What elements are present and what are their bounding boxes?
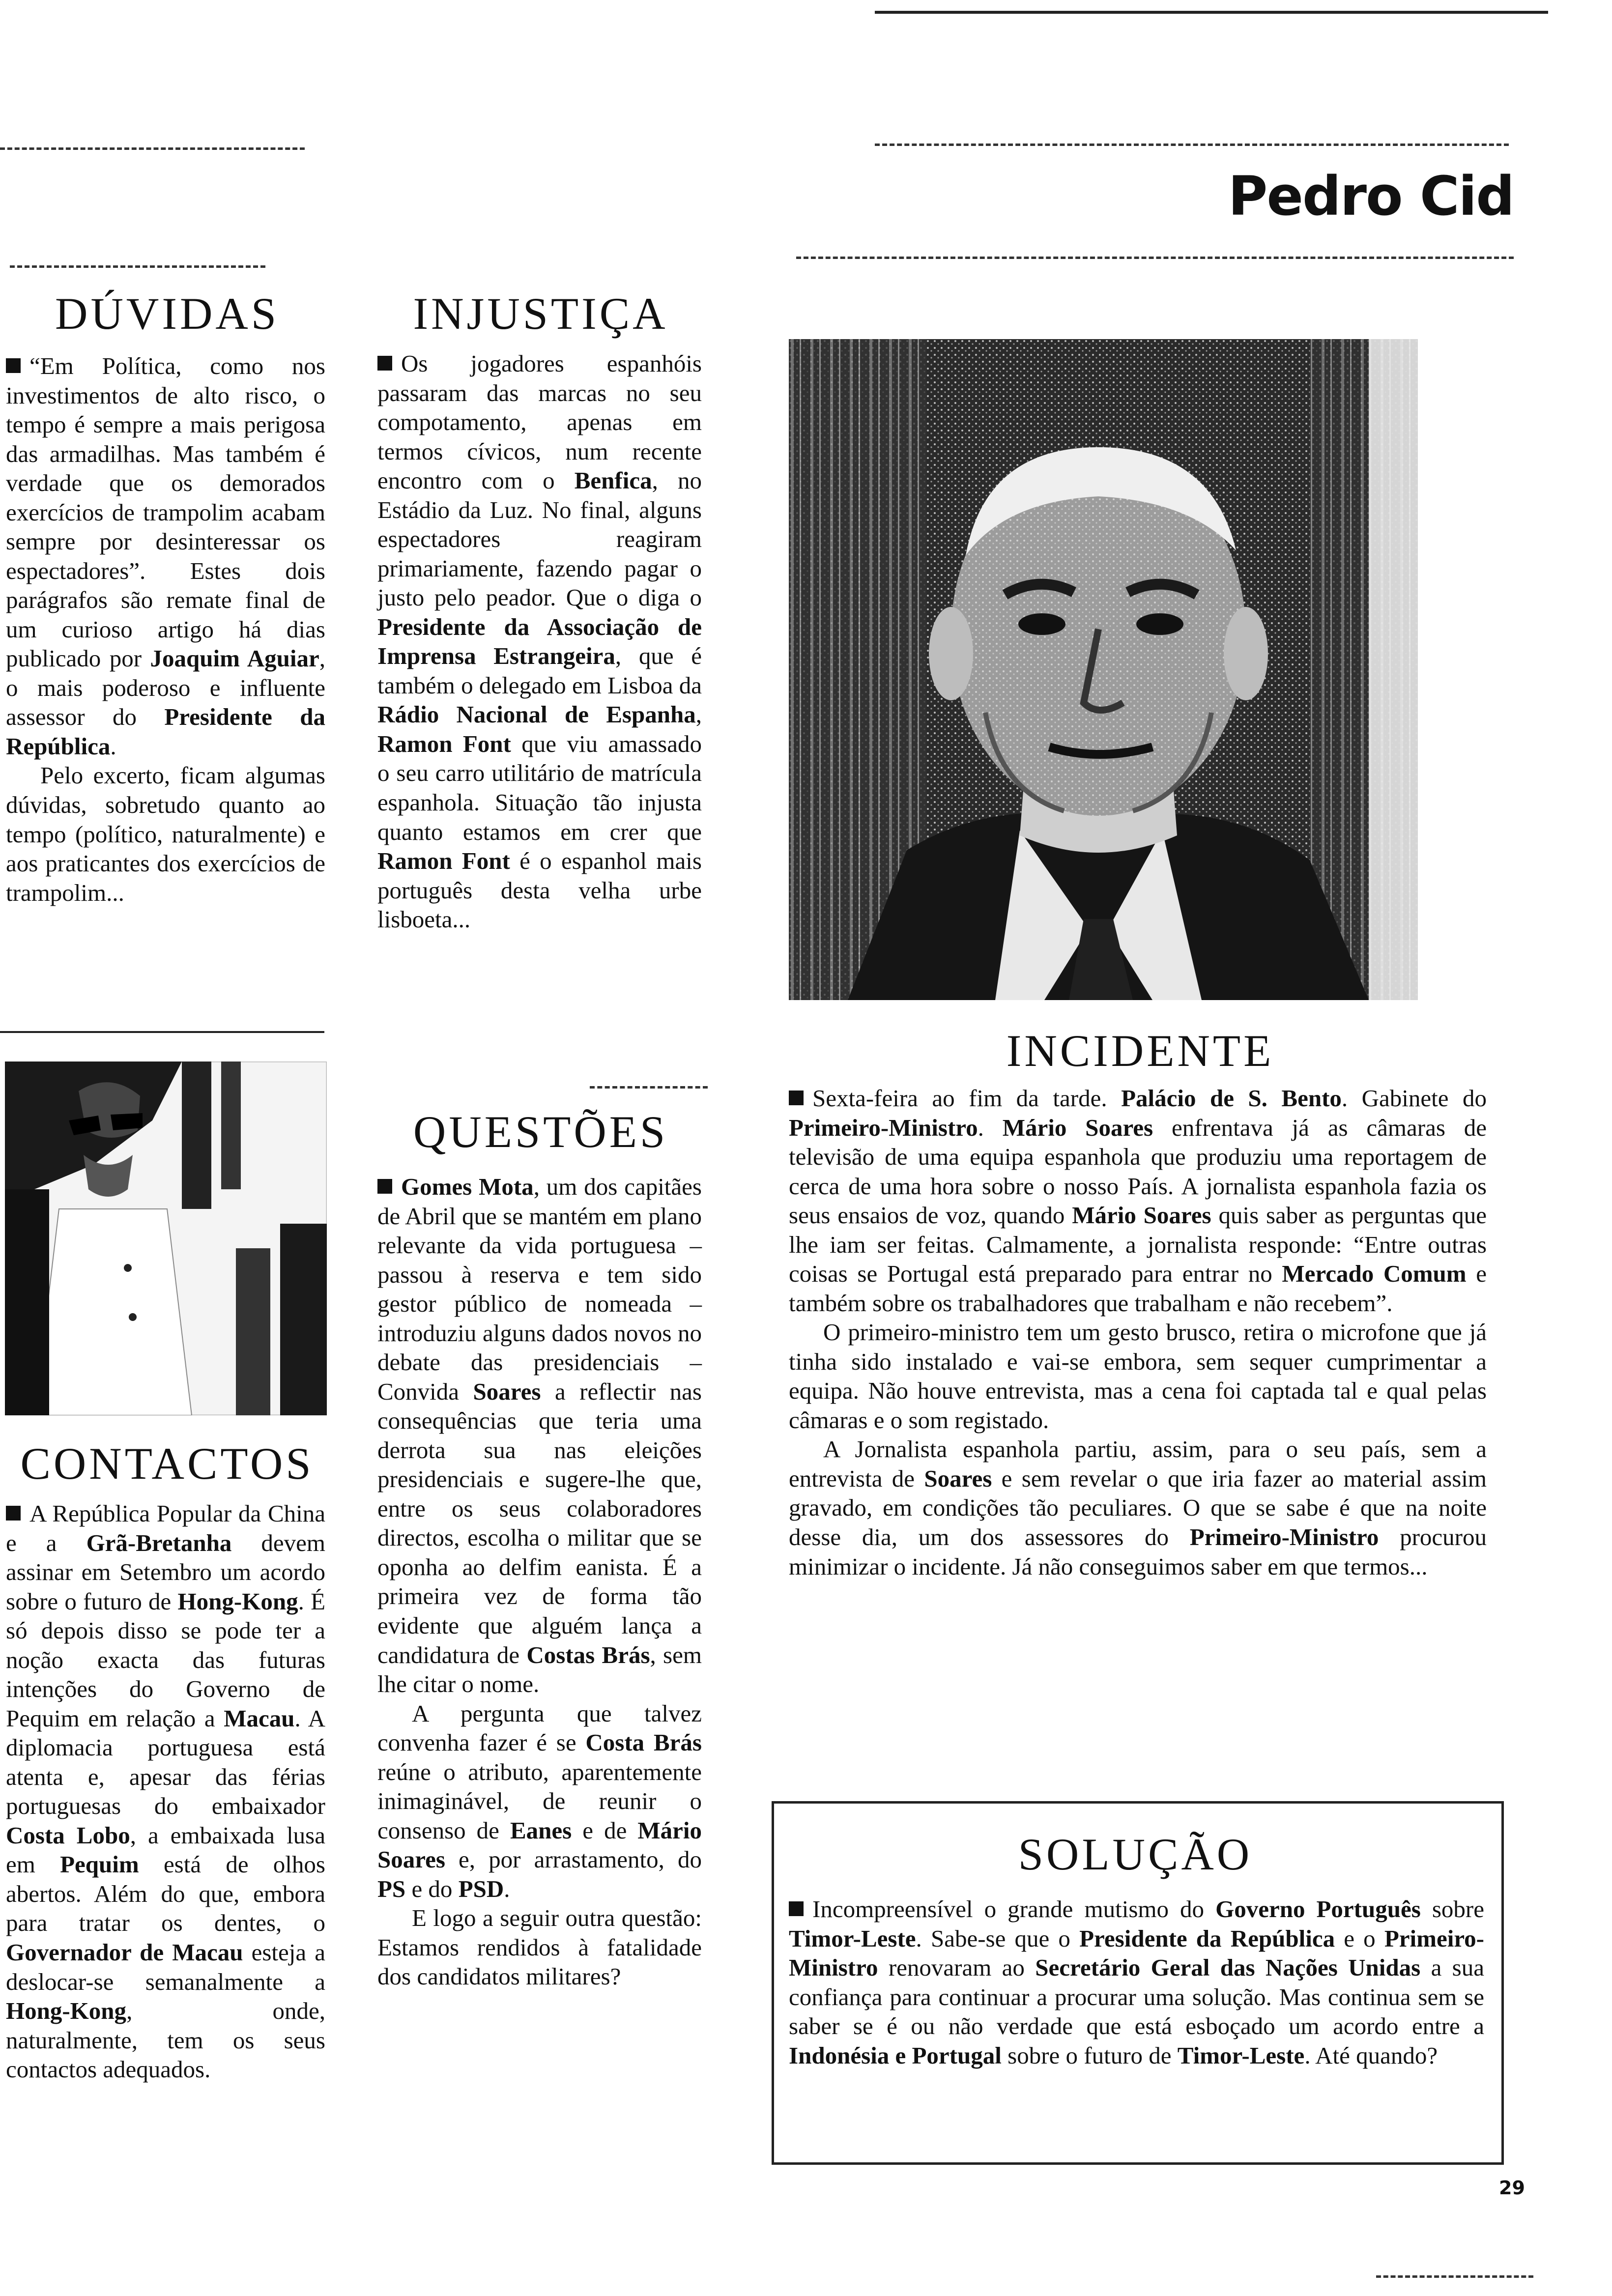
bold-name: Presidente da Associação de Imprensa Estrangeira bbox=[377, 613, 702, 670]
bold-name: Gomes Mota bbox=[401, 1173, 534, 1200]
author-byline: Pedro Cid bbox=[1228, 165, 1514, 228]
bold-name: Costa Brás bbox=[585, 1729, 702, 1756]
bold-name: Hong-Kong bbox=[6, 1997, 127, 2025]
left-col-top-dash bbox=[10, 265, 265, 268]
incidente-paragraph-3: A Jornalista espanhola partiu, assim, para o seu país, sem a entrevista de Soares e sem revelar o que iria fazer ao material assim gravado, em condições tão peculiares. O que se sabe é que na noite desse dia, um dos assessores do Primeiro-Ministro procurou minimizar o incidente. Já não conseguimos saber em que termos... bbox=[789, 1435, 1487, 1580]
incidente-paragraph-1: Sexta-feira ao fim da tarde. Palácio de S. Bento. Gabinete do Primeiro-Ministro. Mário Soares enfrentava já as câmaras de televisão de uma equipa espanhola que produziu uma reportagem de cerca de uma hora sobre o nosso País. A jornalista espanhola fazia os seus ensaios de voz, quando Mário Soares quis saber as perguntas que lhe iam ser feitas. Calmamente, a jornalista responde: “Entre outras coisas se Portugal está preparado para entrar no Mercado Comum e também sobre os trabalhadores que trabalham e não recebem”. bbox=[789, 1085, 1487, 1317]
questoes-paragraph-2: A pergunta que talvez convenha fazer é se Costa Brás reúne o atributo, aparentemente inimaginável, de reunir o consenso de Eanes e de Mário Soares e, por arrastamento, do PS e do PSD. bbox=[377, 1699, 702, 1902]
bold-name: Macau bbox=[224, 1704, 295, 1732]
bold-name: Ramon Font bbox=[377, 847, 510, 875]
bold-name: Costas Brás bbox=[526, 1641, 650, 1668]
questoes-paragraph-3: E logo a seguir outra questão: Estamos rendidos à fatalidade dos candidatos militares? bbox=[377, 1904, 702, 1990]
bold-name: Primeiro-Ministro bbox=[1189, 1523, 1379, 1550]
incidente-heading: INCIDENTE bbox=[1006, 1026, 1274, 1076]
bold-name: PSD bbox=[458, 1875, 504, 1902]
bold-name: Presidente da República bbox=[6, 703, 326, 760]
incidente-article bbox=[789, 1084, 1487, 1581]
bold-name: Soares bbox=[473, 1378, 541, 1405]
bold-name: Mário Soares bbox=[1072, 1202, 1211, 1229]
photo-portrait-man bbox=[789, 339, 1418, 1000]
duvidas-paragraph-1: “Em Política, como nos investimentos de alto risco, o tempo é sempre a mais perigosa das armadilhas. Mas também é verdade que os demorados exercícios de trampolim acabam sempre por desinteressar os espectadores”. Estes dois parágrafos são remate final de um curioso artigo há dias publicado por Joaquim Aguiar, o mais poderoso e influente assessor do Presidente da República. bbox=[6, 352, 326, 760]
top-right-dash bbox=[875, 144, 1509, 146]
bold-name: Costa Lobo bbox=[6, 1821, 130, 1849]
top-rule bbox=[875, 11, 1548, 14]
questoes-paragraph-1: Gomes Mota, um dos capitães de Abril que se mantém em plano relevante da vida portuguesa – passou à reserva e tem sido gestor público de nomeada – introduziu alguns dados novos no debate das presidenciais – Convida Soares a reflectir nas consequências que teria uma derrota sua nas eleições presidenciais e sugere-lhe que, entre os seus colaboradores directos, escolha o militar que se oponha ao delfim eanista. É a primeira vez de forma tão evidente que alguém lança a candidatura de Costas Brás, sem lhe citar o nome. bbox=[377, 1173, 702, 1698]
injustica-bottom-dash bbox=[590, 1086, 708, 1089]
solucao-article bbox=[789, 1894, 1484, 2070]
page-number: 29 bbox=[1499, 2177, 1525, 2199]
duvidas-article bbox=[6, 351, 325, 907]
bold-name: Soares bbox=[924, 1464, 992, 1492]
bold-name: Benfica bbox=[574, 467, 652, 494]
bold-name: Mercado Comum bbox=[1282, 1260, 1467, 1288]
bullet-square-icon bbox=[6, 358, 21, 373]
photo-man-sunglasses-image bbox=[5, 1062, 327, 1415]
photo-portrait-man-image bbox=[789, 339, 1418, 1000]
contactos-paragraph-1: A República Popular da China e a Grã-Bretanha devem assinar em Setembro um acordo sobre o futuro de Hong-Kong. É só depois disso se pode ter a noção exacta das futuras intenções do Governo de Pequim em relação a Macau. A diplomacia portuguesa está atenta e, apesar das férias portuguesas do embaixador Costa Lobo, a embaixada lusa em Pequim está de olhos abertos. Além do que, embora para tratar os dentes, o Governador de Macau esteja a deslocar-se semanalmente a Hong-Kong, onde, naturalmente, tem os seus contactos adequados. bbox=[6, 1500, 325, 2083]
duvidas-bottom-rule bbox=[0, 1031, 324, 1033]
bullet-square-icon bbox=[789, 1091, 804, 1105]
bold-name: PS bbox=[377, 1875, 406, 1902]
contactos-heading: CONTACTOS bbox=[20, 1438, 314, 1489]
bottom-right-dash bbox=[1376, 2275, 1533, 2278]
bold-name: Indonésia e Portugal bbox=[789, 2041, 1002, 2069]
bold-name: Grã-Bretanha bbox=[86, 1529, 232, 1556]
top-left-dash bbox=[0, 147, 305, 150]
bold-name: Governo Português bbox=[1215, 1895, 1421, 1923]
contactos-article bbox=[6, 1499, 325, 2084]
bullet-square-icon bbox=[789, 1901, 804, 1916]
photo-man-sunglasses bbox=[5, 1062, 327, 1415]
bold-name: Timor-Leste bbox=[1177, 2041, 1305, 2069]
bold-name: Secretário Geral das Nações Unidas bbox=[1035, 1954, 1421, 1981]
bullet-square-icon bbox=[377, 1179, 392, 1194]
bold-name: Ramon Font bbox=[377, 730, 511, 757]
incidente-paragraph-2: O primeiro-ministro tem um gesto brusco, retira o microfone que já tinha sido instalado e vai-se embora, sem sequer cumprimentar a equipa. Não houve entrevista, mas a cena foi captada tal e qual pelas câmaras e o som registado. bbox=[789, 1319, 1487, 1434]
injustica-article bbox=[377, 349, 702, 934]
bold-name: Eanes bbox=[510, 1816, 572, 1844]
bold-name: Mário Soares bbox=[377, 1816, 702, 1873]
injustica-heading: INJUSTIÇA bbox=[413, 288, 668, 339]
duvidas-paragraph-2: Pelo excerto, ficam algumas dúvidas, sobretudo quanto ao tempo (político, naturalmente) e aos praticantes dos exercícios de trampolim... bbox=[6, 762, 325, 906]
right-col-top-dash bbox=[796, 257, 1514, 259]
bold-name: Rádio Nacional de Espanha bbox=[377, 701, 696, 728]
solucao-heading: SOLUÇÃO bbox=[1018, 1829, 1253, 1879]
bold-name: Pequim bbox=[60, 1851, 139, 1878]
bold-name: Palácio de S. Bento bbox=[1121, 1085, 1342, 1112]
questoes-heading: QUESTÕES bbox=[413, 1107, 668, 1157]
bold-name: Mário Soares bbox=[1002, 1114, 1153, 1141]
bold-name: Presidente da República bbox=[1079, 1924, 1335, 1952]
bold-name: Hong-Kong bbox=[177, 1587, 298, 1615]
bold-name: Primeiro-Ministro bbox=[789, 1924, 1484, 1981]
bold-name: Timor-Leste bbox=[789, 1924, 916, 1952]
bold-name: Primeiro-Ministro bbox=[789, 1114, 978, 1141]
bullet-square-icon bbox=[6, 1506, 21, 1521]
solucao-paragraph-1: Incompreensível o grande mutismo do Governo Português sobre Timor-Leste. Sabe-se que o Presidente da República e o Primeiro-Ministro renovaram ao Secretário Geral das Nações Unidas a sua confiança para continuar a procurar uma solução. Mas continua sem se saber se é ou não verdade que está esboçado um acordo entre a Indonésia e Portugal sobre o futuro de Timor-Leste. Até quando? bbox=[789, 1895, 1485, 2069]
injustica-paragraph-1: Os jogadores espanhóis passaram das marcas no seu compotamento, apenas em termos cívicos, num recente encontro com o Benfica, no Estádio da Luz. No final, alguns espectadores reagiram primariamente, fazendo pagar o justo pelo peador. Que o diga o Presidente da Associação de Imprensa Estrangeira, que é também o delegado em Lisboa da Rádio Nacional de Espanha, Ramon Font que viu amassado o seu carro utilitário de matrícula espanhola. Situação tão injusta quanto estamos em crer que Ramon Font é o espanhol mais português desta velha urbe lisboeta... bbox=[377, 350, 702, 933]
duvidas-heading: DÚVIDAS bbox=[55, 288, 279, 339]
bold-name: Governador de Macau bbox=[6, 1938, 243, 1966]
questoes-article bbox=[377, 1172, 702, 1991]
bold-name: Joaquim Aguiar bbox=[150, 645, 319, 672]
bullet-square-icon bbox=[377, 356, 392, 371]
